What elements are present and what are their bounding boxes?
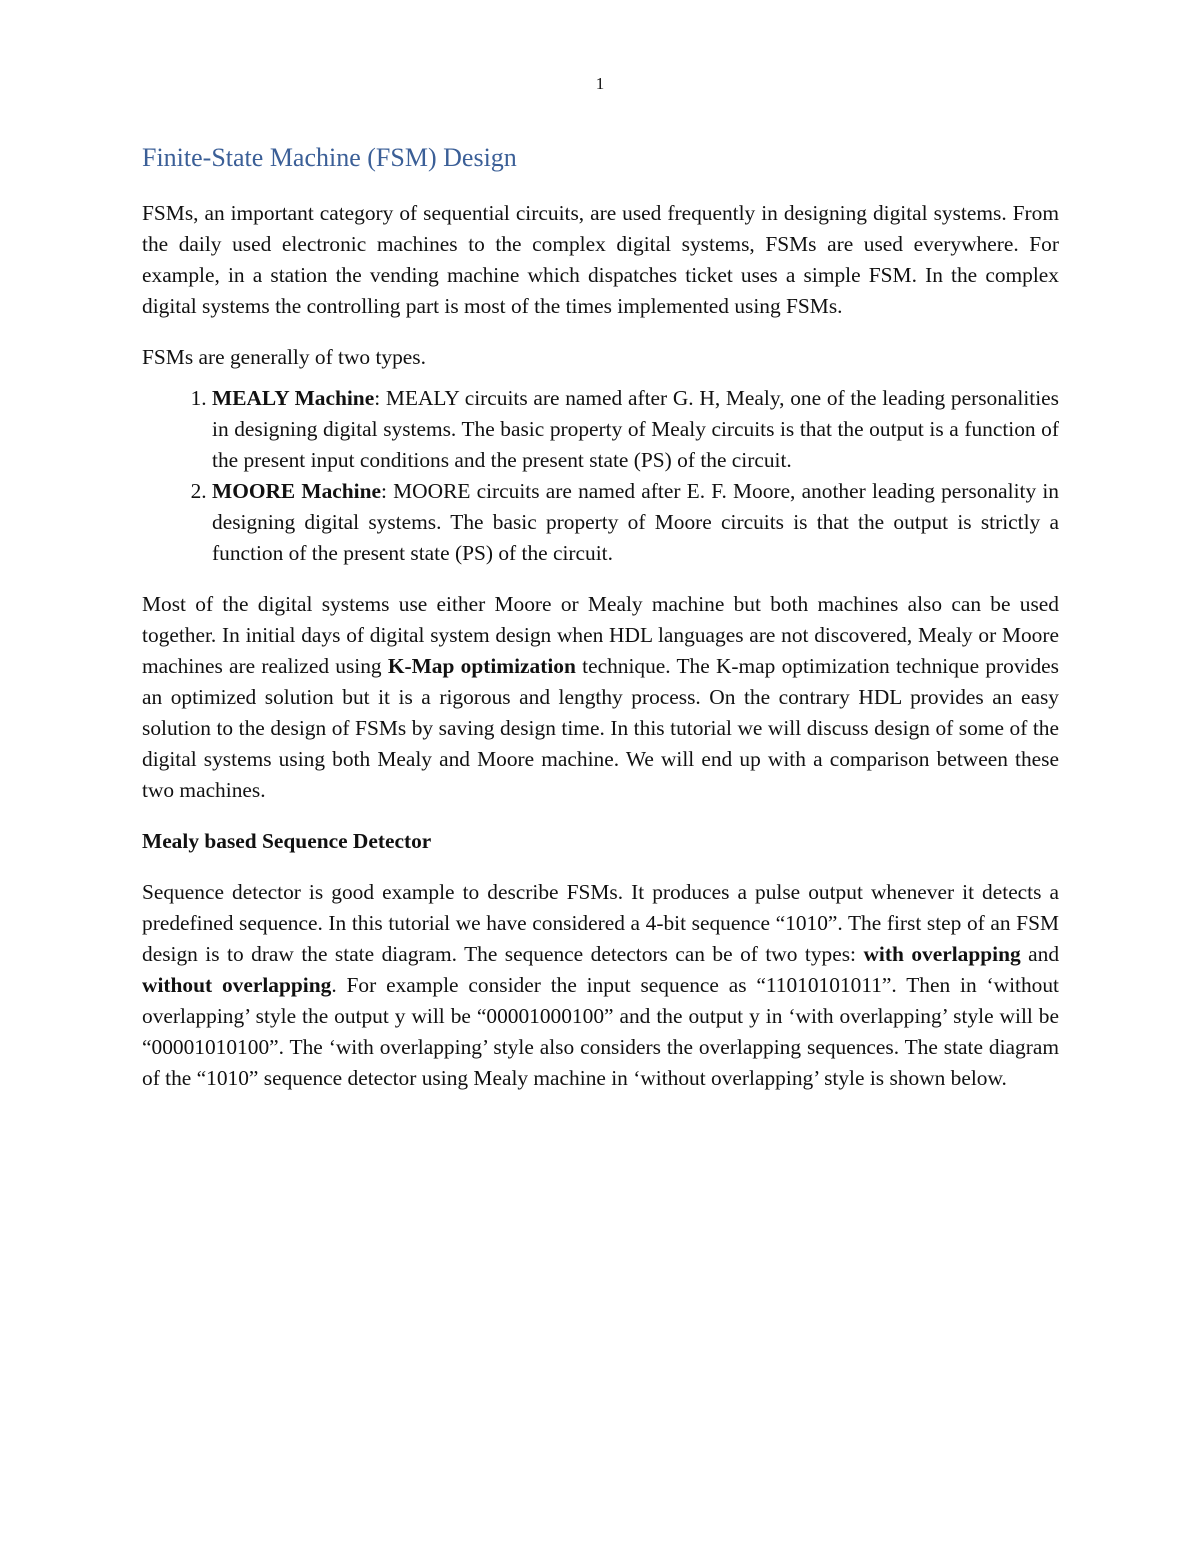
sequence-and-text: and [1020,942,1060,966]
page-content [142,140,1059,1114]
moore-term: MOORE Machine [212,479,381,503]
fsm-types-list [142,383,1059,569]
mealy-description: MEALY circuits are named after G. H, Mealy, one of the leading personalities in designing digital systems. The basic property of Mealy circuits is that the output is a function of the present input conditions and the present state (PS) of the circuit. [212,386,1060,472]
mealy-separator: : [374,386,386,410]
design-methods-paragraph [142,589,1059,806]
section-heading: Mealy based Sequence Detector [142,829,432,853]
with-overlapping-term: with overlapping [863,942,1021,966]
list-item-moore [212,476,1059,569]
without-overlapping-term: without overlapping [142,973,332,997]
design-methods-text-2: technique. The K-map optimization technique provides an optimized solution but it is a rigorous and lengthy process. On the contrary HDL provides an easy solution to the design of FSMs by saving design time. In this tutorial we will discuss design of some of the digital systems using both Mealy and Moore machine. We will end up with a comparison between these two machines. [142,654,1059,802]
intro-paragraph: FSMs, an important category of sequential circuits, are used frequently in designing digital systems. From the daily used electronic machines to the complex digital systems, FSMs are used everywhere. For example, in a station the vending machine which dispatches ticket uses a simple FSM. In the complex digital systems the controlling part is most of the times implemented using FSMs. [142,201,1059,318]
moore-description: MOORE circuits are named after E. F. Moore, another leading personality in designing digital systems. The basic property of Moore circuits is that the output is strictly a function of the present state (PS) of the circuit. [212,479,1060,565]
sequence-text-2: . For example consider the input sequence as “11010101011”. Then in ‘without overlapping’ style the output y will be “00001000100” and the output y in ‘with overlapping’ style will be “00001010100”. The ‘with overlapping’ style also considers the overlapping sequences. The state diagram of the “1010” sequence detector using Mealy machine in ‘without overlapping’ style is shown below. [142,973,1060,1090]
moore-separator: : [381,479,394,503]
page-number: 1 [595,74,605,93]
types-intro-paragraph: FSMs are generally of two types. [142,345,426,369]
sequence-detector-paragraph [142,877,1059,1094]
sequence-text-1: Sequence detector is good example to describe FSMs. It produces a pulse output whenever it detects a predefined sequence. In this tutorial we have considered a 4-bit sequence “1010”. The first step of an FSM design is to draw the state diagram. The sequence detectors can be of two types: [142,880,1059,966]
page-title: Finite-State Machine (FSM) Design [142,143,517,172]
mealy-term: MEALY Machine [212,386,375,410]
kmap-term: K-Map optimization [387,654,576,678]
design-methods-text-1: Most of the digital systems use either Moore or Mealy machine but both machines also can be used together. In initial days of digital system design when HDL languages are not discovered, Mealy or Moore machines are realized using [142,592,1059,678]
list-item-mealy [212,383,1059,476]
